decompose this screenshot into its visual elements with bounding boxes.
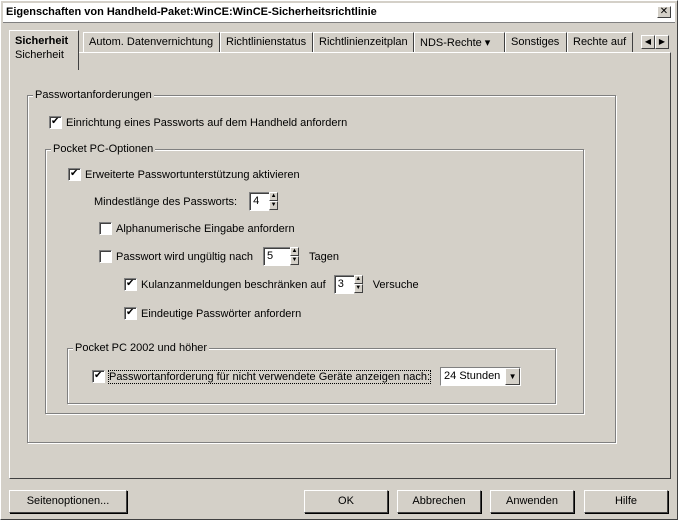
tab-label: Autom. Datenvernichtung	[89, 36, 214, 48]
expire-row	[99, 247, 339, 266]
tab-label: Richtlinienstatus	[226, 36, 307, 48]
grace-row	[124, 275, 419, 294]
tab-sicherheit-label: Sicherheit	[15, 35, 69, 47]
min-length-stepper[interactable]	[249, 192, 278, 211]
spin-down-icon[interactable]: ▼	[270, 202, 277, 208]
tab-scroll-left-icon[interactable]: ◀	[641, 35, 655, 49]
require-password-row[interactable]	[49, 116, 347, 129]
tab-sicherheit[interactable]	[9, 30, 79, 70]
group-label: Pocket PC-Optionen	[53, 143, 154, 155]
window-title: Eigenschaften von Handheld-Paket:WinCE:WinCE-Sicherheitsrichtlinie	[6, 6, 377, 18]
grace-unit: Versuche	[372, 278, 419, 291]
require-password-label: Einrichtung eines Passworts auf dem Handheld anfordern	[66, 116, 348, 129]
spin-up-icon[interactable]: ▲	[355, 276, 362, 282]
spin-up-icon[interactable]: ▲	[270, 193, 277, 199]
tab-nds-rechte[interactable]	[414, 32, 505, 52]
unique-checkbox[interactable]	[124, 307, 137, 320]
tab-label: Richtlinienzeitplan	[319, 36, 408, 48]
alnum-checkbox[interactable]	[99, 222, 112, 235]
ok-button[interactable]: OK	[304, 490, 388, 513]
extended-support-row[interactable]	[68, 168, 300, 181]
spin-down-icon[interactable]: ▼	[355, 285, 362, 291]
tab-richtlinienzeitplan[interactable]	[313, 32, 414, 52]
expire-checkbox[interactable]	[99, 250, 112, 263]
tab-label: Rechte auf	[573, 36, 627, 48]
prompt-checkbox[interactable]	[92, 370, 105, 383]
min-length-label: Mindestlänge des Passworts:	[94, 195, 238, 208]
spin-up-icon[interactable]: ▲	[291, 248, 298, 254]
grace-stepper[interactable]	[334, 275, 363, 294]
group-label: Passwortanforderungen	[35, 89, 152, 101]
tab-scroll-right-icon[interactable]: ▶	[655, 35, 669, 49]
prompt-row	[92, 367, 521, 386]
expire-stepper[interactable]	[263, 247, 299, 266]
alnum-label: Alphanumerische Eingabe anfordern	[116, 222, 295, 235]
help-button[interactable]: Hilfe	[584, 490, 668, 513]
tab-richtlinienstatus[interactable]	[220, 32, 313, 52]
grace-value[interactable]: 3	[334, 275, 354, 294]
cancel-button[interactable]: Abbrechen	[397, 490, 481, 513]
unique-label: Eindeutige Passwörter anfordern	[141, 307, 302, 320]
min-length-row	[94, 192, 282, 211]
expire-unit: Tagen	[308, 250, 339, 263]
expire-value[interactable]: 5	[263, 247, 290, 266]
tab-label: NDS-Rechte ▾	[420, 37, 491, 49]
tab-sonstiges[interactable]	[505, 32, 567, 52]
extended-support-label: Erweiterte Passwortunterstützung aktivieren	[85, 168, 300, 181]
spin-down-icon[interactable]: ▼	[291, 257, 298, 263]
dropdown-arrow-icon[interactable]: ▼	[505, 368, 520, 385]
grace-label: Kulanzanmeldungen beschränken auf	[141, 278, 326, 291]
alnum-row[interactable]	[99, 222, 295, 235]
min-length-value[interactable]: 4	[249, 192, 269, 211]
title-bar	[3, 3, 675, 23]
apply-button[interactable]: Anwenden	[490, 490, 574, 513]
unique-row[interactable]	[124, 307, 301, 320]
group-label: Pocket PC 2002 und höher	[75, 342, 208, 354]
expire-label: Passwort wird ungültig nach	[116, 250, 253, 263]
tab-rechte-auf[interactable]	[567, 32, 633, 52]
dropdown-value: 24 Stunden	[444, 370, 501, 382]
prompt-duration-dropdown[interactable]	[440, 367, 521, 386]
close-icon[interactable]: ✕	[657, 6, 671, 18]
prompt-label: Passwortanforderung für nicht verwendete Geräte anzeigen nach:	[109, 370, 431, 383]
grace-checkbox[interactable]	[124, 278, 137, 291]
extended-support-checkbox[interactable]	[68, 168, 81, 181]
require-password-checkbox[interactable]	[49, 116, 62, 129]
tab-sicherheit-sublabel: Sicherheit	[15, 49, 64, 61]
tab-label: Sonstiges	[511, 36, 560, 48]
page-options-button[interactable]: Seitenoptionen...	[9, 490, 127, 513]
tab-autom-datenvernichtung[interactable]	[83, 32, 220, 52]
